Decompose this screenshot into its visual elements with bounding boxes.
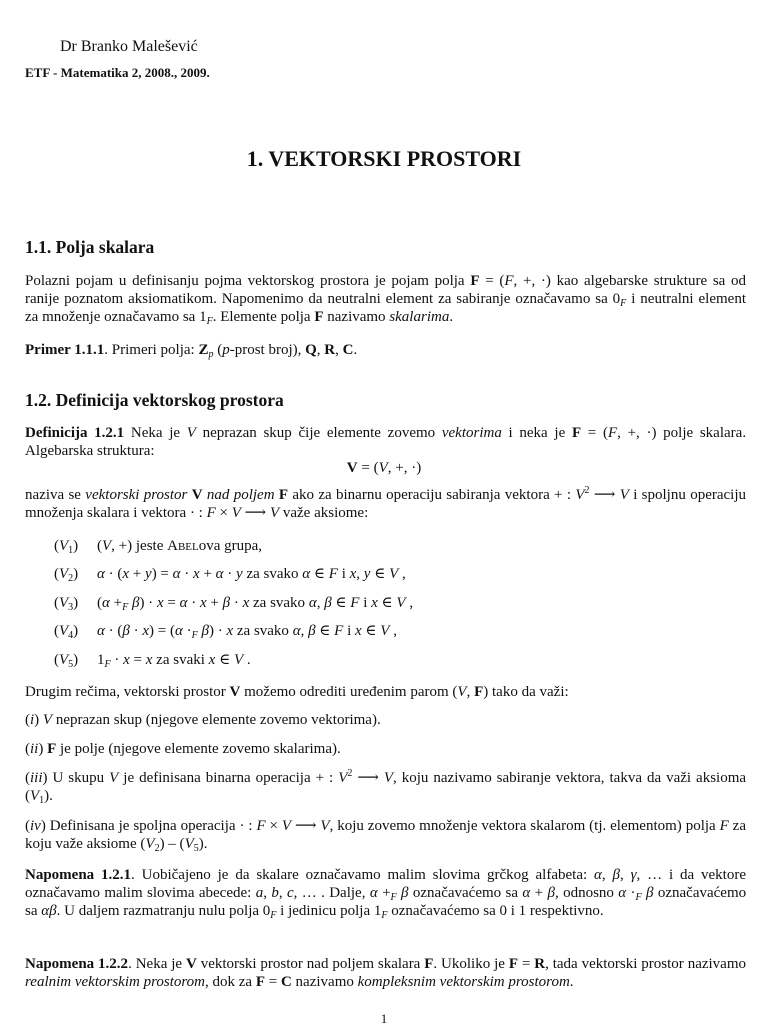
paragraph-intro: Polazni pojam u definisanju pojma vektorskog prostora je pojam polja F = (F, +, ·) kao algebarske strukture sa od ranije poznatom aksiomatikom. Napomenimo da neutralni element za sabiranje označavamo sa $0_F$ i neutralni element za množenje označavamo sa $1_F$. Elemente polja F nazivamo skalarima.: [25, 273, 747, 327]
axiom-v5: $1_F \cdot x = x$ za svaki x ∈ V .: [97, 652, 251, 670]
axiom-label-v1: $(V_1)$: [54, 538, 79, 556]
remark-1-2-1: Napomena 1.2.1. Uobičajeno je da skalare označavamo malim slovima grčkog alfabeta: α, β, γ, … i da vektore označavamo malim slovima abecede: a, b, c, … . Dalje, $\alpha +_F$ β označavaćemo sa α + β, odnosno $\alpha \cdot_F$ β označavaćemo sa αβ. U daljem razmatranju nulu polja $0_F$ i jedinicu polja $1_F$ označavaćemo sa 0 i 1 respektivno.: [25, 867, 747, 921]
section-title-1-1: 1.1. Polja skalara: [25, 237, 155, 257]
definition-1-2-1: Definicija 1.2.1 Neka je V neprazan skup čije elemente zovemo vektorima i neka je F = (F, +, ·) polje skalara. Algebarska struktura:: [25, 425, 747, 459]
item-iii: (iii) U skupu V je definisana binarna operacija + : $V^2$ ⟶ V, koju nazivamo sabiranje vektora, takva da važi aksioma $(V_1)$.: [25, 768, 747, 806]
item-ii: (ii) F je polje (njegove elemente zovemo skalarima).: [25, 741, 341, 757]
structure-formula: V = (V, +, ·): [346, 460, 422, 476]
section-title-1-2: 1.2. Definicija vektorskog prostora: [25, 390, 284, 410]
course-info: ETF - Matematika 2, 2008., 2009.: [25, 65, 210, 80]
axiom-label-v3: $(V_3)$: [54, 595, 79, 613]
item-i: (i) V neprazan skup (njegove elemente zovemo vektorima).: [25, 712, 381, 728]
chapter-title: 1. VEKTORSKI PROSTORI: [246, 146, 522, 171]
remark-1-2-2: Napomena 1.2.2. Neka je V vektorski prostor nad poljem skalara F. Ukoliko je F = R, tada vektorski prostor nazivamo realnim vektorskim prostorom, dok za F = C nazivamo kompleksnim vektorskim prostorom.: [25, 956, 747, 990]
axiom-v4: $\alpha \cdot (\beta \cdot x) = (\alpha \cdot_F$ β) · x za svako α, β ∈ F i x ∈ V ,: [97, 623, 397, 641]
page-number: 1: [380, 1011, 388, 1026]
item-iv: (iv) Definisana je spoljna operacija · : F × V ⟶ V, koju zovemo množenje vektora skalarom (tj. elementom) polja F za koju važe aksiome $(V_2) - (V_5)$.: [25, 818, 746, 854]
axiom-label-v5: $(V_5)$: [54, 652, 79, 670]
axiom-v1: (V, +) jeste Abelova grupa,: [97, 538, 263, 554]
axiom-v3: ($\alpha +_F$ β) · x = α · x + β · x za svako α, β ∈ F i x ∈ V ,: [97, 595, 414, 613]
axiom-v2: α · (x + y) = α · x + α · y za svako α ∈ F i x, y ∈ V ,: [97, 566, 406, 582]
axiom-label-v4: $(V_4)$: [54, 623, 79, 641]
example-1-1-1: Primer 1.1.1. Primeri polja: $Z_p$ (p-prost broj), Q, R, C.: [25, 342, 358, 360]
paragraph-other-words: Drugim rečima, vektorski prostor V možemo odrediti uređenim parom (V, F) tako da važi:: [25, 684, 569, 700]
author-name: Dr Branko Malešević: [60, 38, 198, 55]
definition-continuation: naziva se vektorski prostor V nad poljem F ako za binarnu operaciju sabiranja vektora + : $V^2$ ⟶ V i spoljnu operaciju množenja skalara i vektora · : F × V ⟶ V važe aksiome:: [25, 485, 746, 521]
axiom-label-v2: $(V_2)$: [54, 566, 79, 584]
